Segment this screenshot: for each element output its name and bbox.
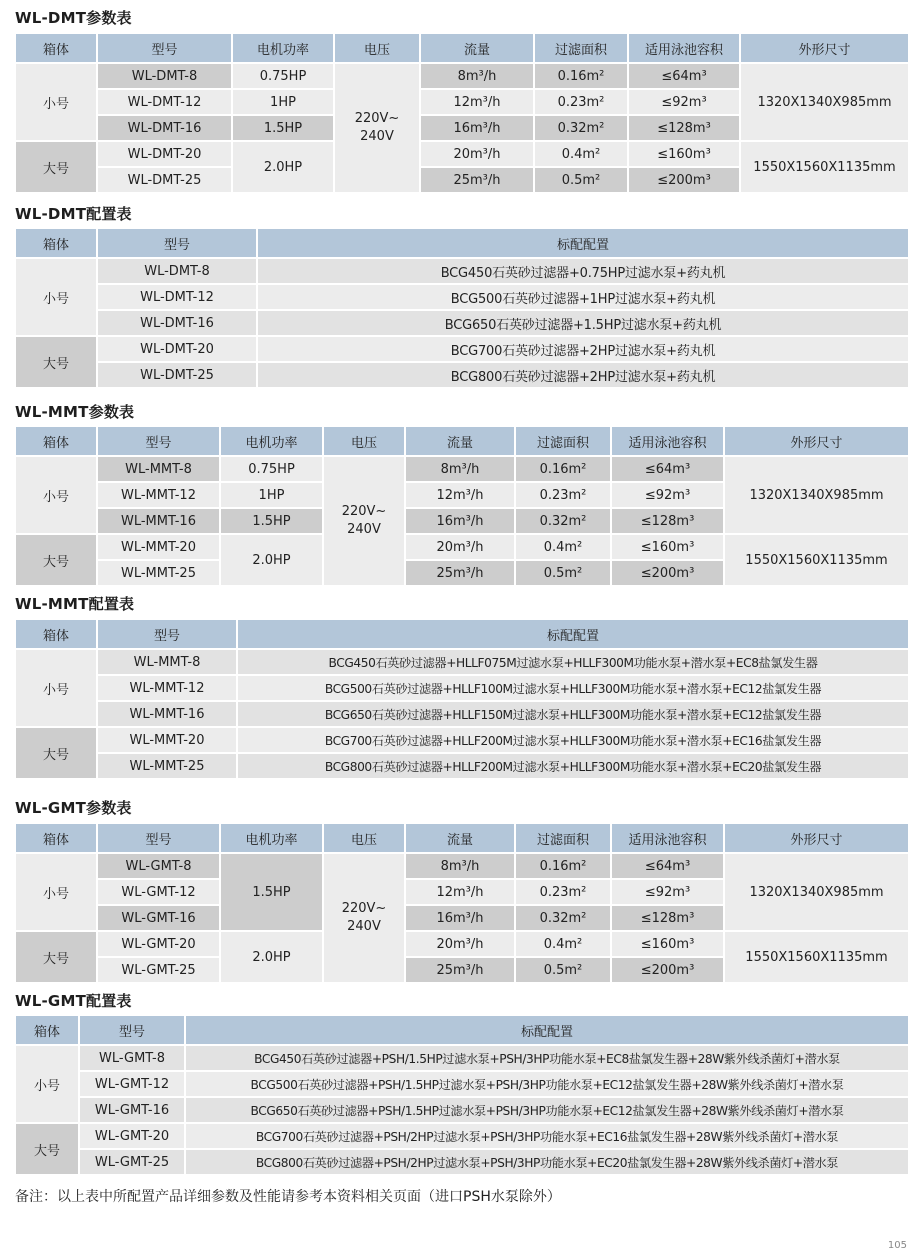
group-small: 小号 (15, 456, 97, 534)
header-cell: 型号 (97, 823, 220, 853)
header-cell: 流量 (405, 823, 515, 853)
header-cell: 外形尺寸 (724, 426, 909, 456)
page-number: 105 (887, 1240, 907, 1251)
volume-cell: ≤92m³ (628, 89, 740, 115)
power-cell: 1HP (220, 482, 323, 508)
volume-cell: ≤200m³ (628, 167, 740, 193)
flow-cell: 16m³/h (420, 115, 534, 141)
header-cell: 电机功率 (220, 426, 323, 456)
table-header-row (15, 228, 909, 258)
header-cell: 箱体 (15, 228, 97, 258)
dmt-config-table (14, 227, 910, 389)
area-cell: 0.4m² (515, 534, 611, 560)
power-cell: 1.5HP (232, 115, 334, 141)
volume-cell: ≤128m³ (628, 115, 740, 141)
power-cell: 0.75HP (220, 456, 323, 482)
flow-cell: 25m³/h (405, 957, 515, 983)
model-cell: WL-GMT-25 (97, 957, 220, 983)
header-cell: 过滤面积 (515, 823, 611, 853)
config-cell: BCG450石英砂过滤器+PSH/1.5HP过滤水泵+PSH/3HP功能水泵+EC8盐氯发生器+28W紫外线杀菌灯+潜水泵 (185, 1045, 909, 1071)
header-cell: 电机功率 (220, 823, 323, 853)
area-cell: 0.32m² (534, 115, 628, 141)
area-cell: 0.5m² (515, 957, 611, 983)
header-cell: 流量 (405, 426, 515, 456)
flow-cell: 20m³/h (420, 141, 534, 167)
config-cell: BCG800石英砂过滤器+HLLF200M过滤水泵+HLLF300M功能水泵+潜水泵+EC20盐氯发生器 (237, 753, 909, 779)
volume-cell: ≤160m³ (611, 534, 724, 560)
table-row (15, 336, 909, 362)
model-cell: WL-MMT-16 (97, 508, 220, 534)
table-row (15, 931, 909, 957)
flow-cell: 25m³/h (420, 167, 534, 193)
mmt-config-table (14, 618, 910, 780)
header-cell: 电压 (323, 426, 405, 456)
config-cell: BCG500石英砂过滤器+PSH/1.5HP过滤水泵+PSH/3HP功能水泵+EC12盐氯发生器+28W紫外线杀菌灯+潜水泵 (185, 1071, 909, 1097)
model-cell: WL-MMT-25 (97, 753, 237, 779)
voltage-cell: 220V~ 240V (323, 456, 405, 586)
gmt-config-table (14, 1014, 910, 1176)
area-cell: 0.32m² (515, 905, 611, 931)
table-row (15, 1045, 909, 1071)
config-cell: BCG500石英砂过滤器+HLLF100M过滤水泵+HLLF300M功能水泵+潜水泵+EC12盐氯发生器 (237, 675, 909, 701)
group-small: 小号 (15, 853, 97, 931)
config-cell: BCG700石英砂过滤器+PSH/2HP过滤水泵+PSH/3HP功能水泵+EC16盐氯发生器+28W紫外线杀菌灯+潜水泵 (185, 1123, 909, 1149)
config-cell: BCG650石英砂过滤器+1.5HP过滤水泵+药丸机 (257, 310, 909, 336)
table-row (15, 753, 909, 779)
flow-cell: 8m³/h (420, 63, 534, 89)
volume-cell: ≤128m³ (611, 905, 724, 931)
table-row (15, 675, 909, 701)
flow-cell: 16m³/h (405, 905, 515, 931)
config-cell: BCG650石英砂过滤器+PSH/1.5HP过滤水泵+PSH/3HP功能水泵+EC12盐氯发生器+28W紫外线杀菌灯+潜水泵 (185, 1097, 909, 1123)
table-row (15, 1149, 909, 1175)
power-cell: 2.0HP (220, 931, 323, 983)
volume-cell: ≤64m³ (611, 456, 724, 482)
model-cell: WL-MMT-12 (97, 482, 220, 508)
config-cell: BCG450石英砂过滤器+HLLF075M过滤水泵+HLLF300M功能水泵+潜水泵+EC8盐氯发生器 (237, 649, 909, 675)
model-cell: WL-DMT-12 (97, 284, 257, 310)
model-cell: WL-DMT-20 (97, 141, 232, 167)
header-cell: 标配配置 (257, 228, 909, 258)
header-cell: 型号 (97, 33, 232, 63)
table-row (15, 284, 909, 310)
area-cell: 0.5m² (515, 560, 611, 586)
header-cell: 电机功率 (232, 33, 334, 63)
dmt-param-title: WL-DMT参数表 (15, 9, 132, 27)
group-small: 小号 (15, 258, 97, 336)
model-cell: WL-GMT-16 (97, 905, 220, 931)
size-cell: 1550X1560X1135mm (724, 534, 909, 586)
area-cell: 0.4m² (534, 141, 628, 167)
group-small: 小号 (15, 649, 97, 727)
group-large: 大号 (15, 931, 97, 983)
header-cell: 适用泳池容积 (611, 426, 724, 456)
power-cell: 1HP (232, 89, 334, 115)
mmt-param-table (14, 425, 910, 587)
area-cell: 0.23m² (515, 482, 611, 508)
flow-cell: 12m³/h (405, 482, 515, 508)
area-cell: 0.23m² (515, 879, 611, 905)
model-cell: WL-GMT-8 (97, 853, 220, 879)
model-cell: WL-GMT-20 (97, 931, 220, 957)
group-small: 小号 (15, 1045, 79, 1123)
model-cell: WL-GMT-20 (79, 1123, 185, 1149)
header-cell: 流量 (420, 33, 534, 63)
flow-cell: 20m³/h (405, 534, 515, 560)
volume-cell: ≤64m³ (611, 853, 724, 879)
config-cell: BCG650石英砂过滤器+HLLF150M过滤水泵+HLLF300M功能水泵+潜水泵+EC12盐氯发生器 (237, 701, 909, 727)
header-cell: 标配配置 (185, 1015, 909, 1045)
header-cell: 标配配置 (237, 619, 909, 649)
model-cell: WL-DMT-16 (97, 310, 257, 336)
header-cell: 箱体 (15, 1015, 79, 1045)
model-cell: WL-DMT-16 (97, 115, 232, 141)
model-cell: WL-DMT-20 (97, 336, 257, 362)
config-cell: BCG800石英砂过滤器+PSH/2HP过滤水泵+PSH/3HP功能水泵+EC20盐氯发生器+28W紫外线杀菌灯+潜水泵 (185, 1149, 909, 1175)
volume-cell: ≤92m³ (611, 879, 724, 905)
area-cell: 0.16m² (515, 853, 611, 879)
size-cell: 1550X1560X1135mm (724, 931, 909, 983)
model-cell: WL-MMT-12 (97, 675, 237, 701)
group-large: 大号 (15, 141, 97, 193)
mmt-param-title: WL-MMT参数表 (15, 403, 135, 421)
group-large: 大号 (15, 727, 97, 779)
volume-cell: ≤200m³ (611, 957, 724, 983)
voltage-cell: 220V~ 240V (334, 63, 420, 193)
model-cell: WL-DMT-25 (97, 167, 232, 193)
table-row (15, 1097, 909, 1123)
header-cell: 过滤面积 (515, 426, 611, 456)
table-header-row (15, 1015, 909, 1045)
volume-cell: ≤128m³ (611, 508, 724, 534)
power-cell: 2.0HP (220, 534, 323, 586)
table-row (15, 258, 909, 284)
area-cell: 0.23m² (534, 89, 628, 115)
size-cell: 1550X1560X1135mm (740, 141, 909, 193)
group-large: 大号 (15, 1123, 79, 1175)
volume-cell: ≤160m³ (611, 931, 724, 957)
header-cell: 适用泳池容积 (628, 33, 740, 63)
config-cell: BCG500石英砂过滤器+1HP过滤水泵+药丸机 (257, 284, 909, 310)
volume-cell: ≤160m³ (628, 141, 740, 167)
table-header-row (15, 823, 909, 853)
model-cell: WL-DMT-25 (97, 362, 257, 388)
flow-cell: 25m³/h (405, 560, 515, 586)
size-cell: 1320X1340X985mm (724, 456, 909, 534)
table-row (15, 1123, 909, 1149)
table-row (15, 141, 909, 167)
config-cell: BCG700石英砂过滤器+2HP过滤水泵+药丸机 (257, 336, 909, 362)
size-cell: 1320X1340X985mm (740, 63, 909, 141)
power-cell: 2.0HP (232, 141, 334, 193)
gmt-param-title: WL-GMT参数表 (15, 799, 132, 817)
model-cell: WL-GMT-12 (97, 879, 220, 905)
header-cell: 型号 (97, 426, 220, 456)
group-small: 小号 (15, 63, 97, 141)
area-cell: 0.32m² (515, 508, 611, 534)
table-row (15, 456, 909, 482)
model-cell: WL-MMT-16 (97, 701, 237, 727)
model-cell: WL-GMT-16 (79, 1097, 185, 1123)
table-row (15, 310, 909, 336)
model-cell: WL-MMT-25 (97, 560, 220, 586)
header-cell: 箱体 (15, 426, 97, 456)
area-cell: 0.16m² (534, 63, 628, 89)
power-cell: 0.75HP (232, 63, 334, 89)
table-header-row (15, 426, 909, 456)
table-row (15, 649, 909, 675)
table-row (15, 1071, 909, 1097)
header-cell: 电压 (323, 823, 405, 853)
volume-cell: ≤64m³ (628, 63, 740, 89)
header-cell: 型号 (97, 228, 257, 258)
header-cell: 型号 (79, 1015, 185, 1045)
model-cell: WL-DMT-12 (97, 89, 232, 115)
table-header-row (15, 33, 909, 63)
power-cell: 1.5HP (220, 853, 323, 931)
size-cell: 1320X1340X985mm (724, 853, 909, 931)
flow-cell: 20m³/h (405, 931, 515, 957)
model-cell: WL-GMT-12 (79, 1071, 185, 1097)
header-cell: 适用泳池容积 (611, 823, 724, 853)
table-row (15, 701, 909, 727)
mmt-config-title: WL-MMT配置表 (15, 595, 135, 613)
gmt-config-title: WL-GMT配置表 (15, 992, 132, 1010)
flow-cell: 8m³/h (405, 853, 515, 879)
volume-cell: ≤200m³ (611, 560, 724, 586)
header-cell: 箱体 (15, 823, 97, 853)
header-cell: 过滤面积 (534, 33, 628, 63)
area-cell: 0.4m² (515, 931, 611, 957)
table-header-row (15, 619, 909, 649)
model-cell: WL-MMT-20 (97, 534, 220, 560)
table-row (15, 63, 909, 89)
table-row (15, 534, 909, 560)
flow-cell: 12m³/h (405, 879, 515, 905)
model-cell: WL-MMT-8 (97, 649, 237, 675)
model-cell: WL-MMT-20 (97, 727, 237, 753)
config-cell: BCG700石英砂过滤器+HLLF200M过滤水泵+HLLF300M功能水泵+潜水泵+EC16盐氯发生器 (237, 727, 909, 753)
footnote: 备注：以上表中所配置产品详细参数及性能请参考本资料相关页面（进口PSH水泵除外） (15, 1189, 561, 1205)
model-cell: WL-GMT-25 (79, 1149, 185, 1175)
table-row (15, 853, 909, 879)
gmt-param-table (14, 822, 910, 984)
dmt-config-title: WL-DMT配置表 (15, 205, 132, 223)
header-cell: 箱体 (15, 619, 97, 649)
model-cell: WL-GMT-8 (79, 1045, 185, 1071)
dmt-param-table (14, 32, 910, 194)
voltage-cell: 220V~ 240V (323, 853, 405, 983)
table-row (15, 362, 909, 388)
area-cell: 0.5m² (534, 167, 628, 193)
model-cell: WL-MMT-8 (97, 456, 220, 482)
flow-cell: 8m³/h (405, 456, 515, 482)
table-row (15, 727, 909, 753)
config-cell: BCG800石英砂过滤器+2HP过滤水泵+药丸机 (257, 362, 909, 388)
header-cell: 外形尺寸 (724, 823, 909, 853)
area-cell: 0.16m² (515, 456, 611, 482)
flow-cell: 12m³/h (420, 89, 534, 115)
config-cell: BCG450石英砂过滤器+0.75HP过滤水泵+药丸机 (257, 258, 909, 284)
model-cell: WL-DMT-8 (97, 63, 232, 89)
header-cell: 外形尺寸 (740, 33, 909, 63)
header-cell: 电压 (334, 33, 420, 63)
volume-cell: ≤92m³ (611, 482, 724, 508)
model-cell: WL-DMT-8 (97, 258, 257, 284)
header-cell: 型号 (97, 619, 237, 649)
header-cell: 箱体 (15, 33, 97, 63)
flow-cell: 16m³/h (405, 508, 515, 534)
group-large: 大号 (15, 336, 97, 388)
power-cell: 1.5HP (220, 508, 323, 534)
group-large: 大号 (15, 534, 97, 586)
